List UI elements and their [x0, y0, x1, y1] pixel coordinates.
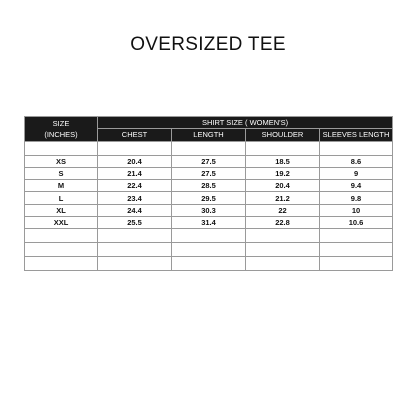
column-header-chest: CHEST — [98, 129, 172, 141]
size-cell: S — [25, 167, 98, 179]
sleeves-cell: 10.6 — [320, 217, 393, 229]
size-header-line2: (INCHES) — [44, 129, 78, 139]
table-row — [25, 204, 393, 216]
length-cell: 29.5 — [172, 192, 246, 204]
length-cell: 27.5 — [172, 167, 246, 179]
length-cell: 30.3 — [172, 204, 246, 216]
sleeves-cell: 9.8 — [320, 192, 393, 204]
shirt-size-header: SHIRT SIZE ( WOMEN'S) — [98, 117, 393, 129]
size-cell: XS — [25, 155, 98, 167]
chest-cell: 22.4 — [98, 180, 172, 192]
sleeves-cell: 9.4 — [320, 180, 393, 192]
shoulder-cell: 21.2 — [246, 192, 320, 204]
empty-row — [25, 141, 393, 155]
size-header — [25, 117, 98, 142]
table-row — [25, 180, 393, 192]
column-header-sleeves-length: SLEEVES LENGTH — [320, 129, 393, 141]
length-cell: 28.5 — [172, 180, 246, 192]
empty-row — [25, 229, 393, 243]
page-title: OVERSIZED TEE — [130, 34, 286, 55]
length-cell: 31.4 — [172, 217, 246, 229]
shoulder-cell: 18.5 — [246, 155, 320, 167]
sleeves-cell: 8.6 — [320, 155, 393, 167]
shoulder-cell: 20.4 — [246, 180, 320, 192]
length-cell: 27.5 — [172, 155, 246, 167]
size-cell: XXL — [25, 217, 98, 229]
column-header-shoulder: SHOULDER — [246, 129, 320, 141]
size-chart-table — [24, 116, 393, 271]
size-cell: L — [25, 192, 98, 204]
table-row — [25, 217, 393, 229]
empty-row — [25, 257, 393, 271]
chest-cell: 25.5 — [98, 217, 172, 229]
shoulder-cell: 22 — [246, 204, 320, 216]
table-row — [25, 167, 393, 179]
column-header-length: LENGTH — [172, 129, 246, 141]
empty-row — [25, 243, 393, 257]
size-header-line1: SIZE — [52, 118, 70, 128]
table-row — [25, 192, 393, 204]
shoulder-cell: 22.8 — [246, 217, 320, 229]
sleeves-cell: 10 — [320, 204, 393, 216]
chest-cell: 21.4 — [98, 167, 172, 179]
shoulder-cell: 19.2 — [246, 167, 320, 179]
size-cell: XL — [25, 204, 98, 216]
size-cell: M — [25, 180, 98, 192]
table-row — [25, 155, 393, 167]
sleeves-cell: 9 — [320, 167, 393, 179]
chest-cell: 23.4 — [98, 192, 172, 204]
chest-cell: 24.4 — [98, 204, 172, 216]
chest-cell: 20.4 — [98, 155, 172, 167]
